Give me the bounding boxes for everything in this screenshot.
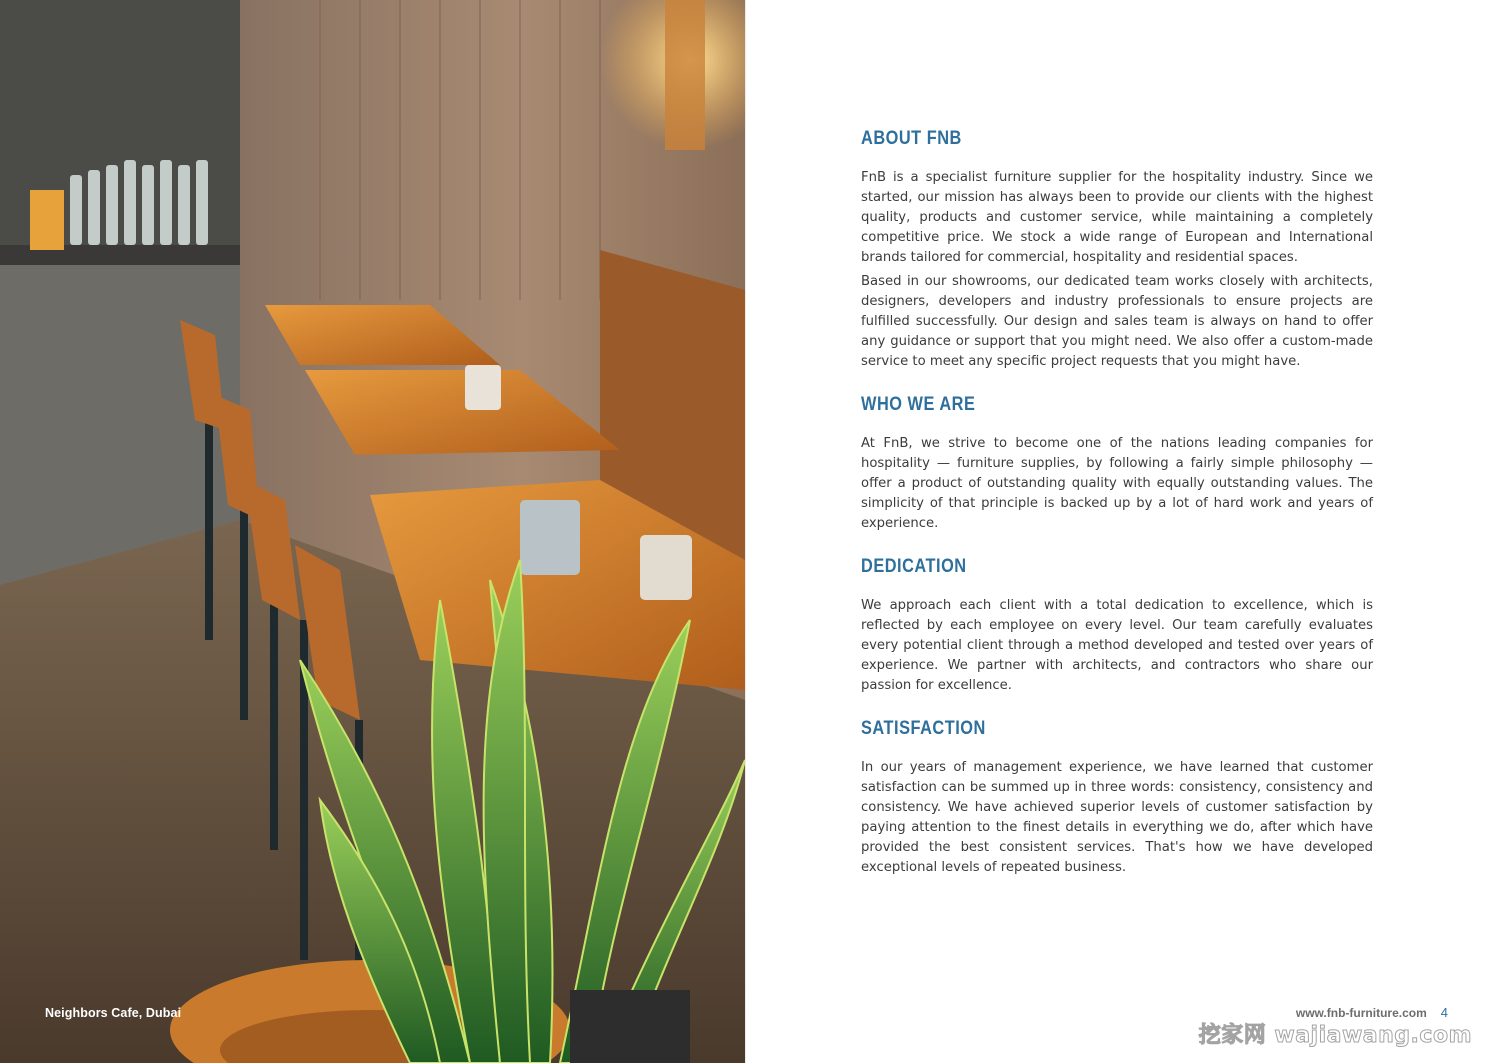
section-dedication xyxy=(861,556,1373,696)
page-divider xyxy=(745,0,746,1063)
section-heading-satisfaction: SATISFACTION xyxy=(861,718,986,739)
paragraph-about-2: Based in our showrooms, our dedicated team works closely with architects, designers, developers and industry professionals to ensure projects are fulfilled successfully. Our design and sales team is always on hand to offer any guidance or support that you might need. We also offer a custom-made service to meet any specific project requests that you might have. xyxy=(861,274,1373,369)
section-heading-dedication: DEDICATION xyxy=(861,556,967,577)
paragraph-satisfaction: In our years of management experience, we have learned that customer satisfaction can be summed up in three words: consistency, consistency and consistency. We have achieved superior levels of customer satisfaction by paying attention to the finest details in everything we do, after which have provided the best consistent services. That's how we have developed exceptional levels of repeated business. xyxy=(861,760,1373,875)
paragraph-dedication: We approach each client with a total dedication to excellence, which is reflected by each employee on every level. Our team carefully evaluates every potential client through a method developed and tested over years of experience. We partner with architects, and contractors who share our passion for excellence. xyxy=(861,598,1373,693)
section-about xyxy=(861,128,1373,372)
section-satisfaction xyxy=(861,718,1373,878)
website-link[interactable]: www.fnb-furniture.com xyxy=(1295,1006,1427,1020)
paragraph-about-1: FnB is a specialist furniture supplier for the hospitality industry. Since we started, our mission has always been to provide our clients with the highest quality, products and customer service, while maintaining a completely competitive price. We stock a wide range of European and International brands tailored for commercial, hospitality and residential spaces. xyxy=(861,170,1373,265)
page-number: 4 xyxy=(1440,1005,1448,1020)
section-who-we-are xyxy=(861,394,1373,534)
paragraph-who-we-are: At FnB, we strive to become one of the nations leading companies for hospitality — furniture supplies, by following a fairly simple philosophy — offer a product of outstanding quality with equally outstanding values. The simplicity of that principle is backed up by a lot of hard work and years of experience. xyxy=(861,436,1373,531)
photo-caption: Neighbors Cafe, Dubai xyxy=(45,1006,182,1020)
about-content xyxy=(861,128,1373,900)
section-heading-who-we-are: WHO WE ARE xyxy=(861,394,976,415)
section-heading-about: ABOUT FNB xyxy=(861,128,962,149)
watermark: 挖家网 wajiawang.com xyxy=(1198,1023,1472,1048)
